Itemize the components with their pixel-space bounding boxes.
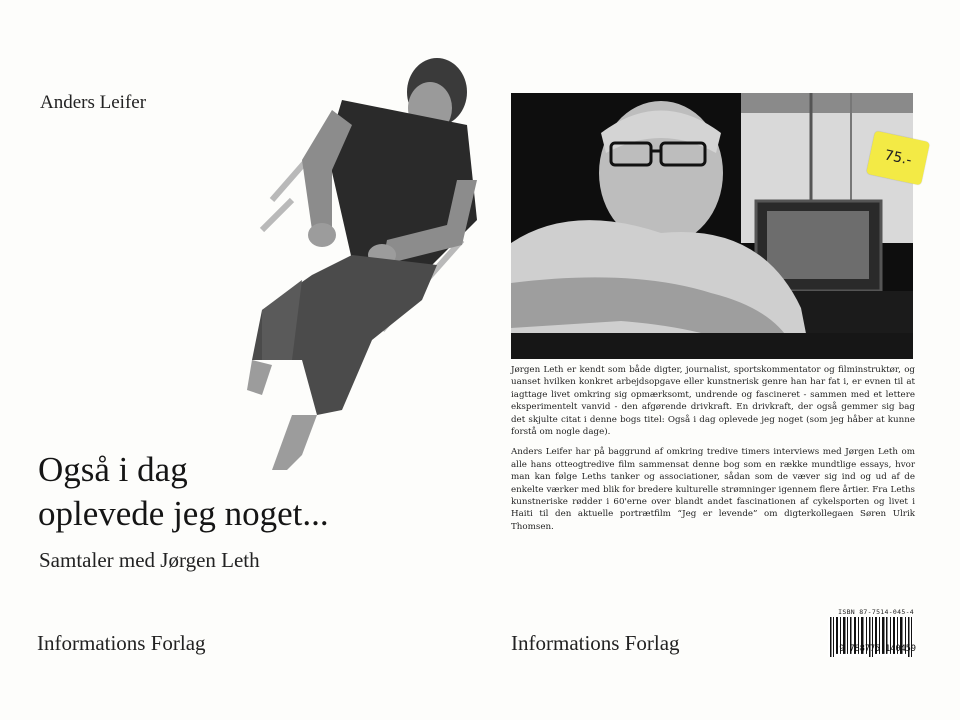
book-title: [38, 448, 458, 536]
back-cover: [490, 0, 960, 720]
blurb-paragraph-2: Anders Leifer har på baggrund af omkring tredive timers interviews med Jørgen Leth om alle hans otteogtredive film sammensat denne bog som en række mundtlige essays, hvor man kan følge Leths tanker og associationer, sådan som de væver sig ind og ud af de enkelte værker med blik for bredere kulturelle strømninger igennem flere årtier. Fra Leths kunstneriske rødder i 60'erne over blandt andet fascinationen af cykelsporten og livet i Haiti til den aktuelle portrætfilm “Jeg er levende” om digterkollegaen Søren Ulrik Thomsen.: [511, 447, 915, 532]
book-subtitle: Samtaler med Jørgen Leth: [39, 548, 260, 572]
author-name: Anders Leifer: [40, 92, 147, 113]
barcode-digits: 9 788775 140459: [839, 644, 916, 654]
back-photo-portrait: [511, 93, 913, 359]
publisher-name-front: Informations Forlag: [37, 631, 206, 655]
portrait-illustration: [511, 93, 913, 359]
publisher-name-back: Informations Forlag: [511, 631, 680, 655]
title-line-2: oplevede jeg noget...: [38, 494, 329, 533]
back-blurb: [511, 364, 915, 541]
cover-photo-seated-man: [232, 30, 482, 480]
isbn-label: ISBN 87-7514-045-4: [838, 608, 914, 616]
title-line-1: Også i dag: [38, 450, 188, 489]
blurb-paragraph-1: Jørgen Leth er kendt som både digter, journalist, sportskommentator og filminstruktør, og uanset hvilken konkret arbejdsopgave eller kunstnerisk genre han har fat i, er evnen til at iagttage livet omkring sig opmærksomt, undrende og fascineret - sammen med et lettere eksperimentelt vanvid - den afgørende drivkraft. En drivkraft, der også gemmer sig bag det skjulte citat i denne bogs titel: Også i dag oplevede jeg noget (som jeg håber at kunne forstå om nogle dage).: [511, 365, 915, 438]
price-sticker: 75.-: [866, 131, 930, 186]
